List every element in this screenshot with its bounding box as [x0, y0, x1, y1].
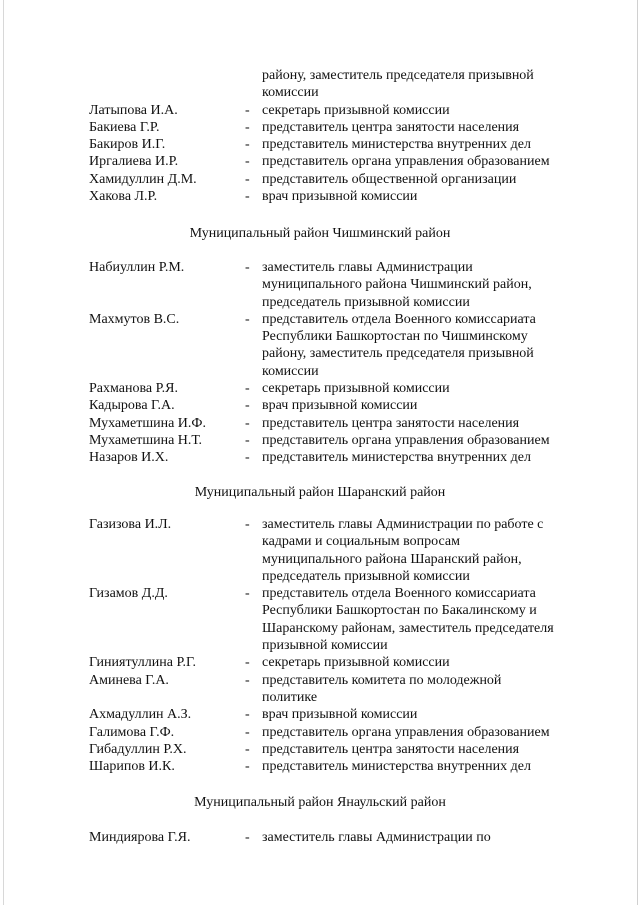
member-name: Аминева Г.А. — [89, 672, 169, 688]
member-name: Миндиярова Г.Я. — [89, 830, 191, 845]
member-name: Гибадуллин Р.Х. — [89, 741, 187, 757]
member-row — [0, 432, 640, 449]
member-name: Хамидуллин Д.М. — [89, 171, 197, 187]
member-role-line: председатель призывной комиссии — [262, 294, 470, 310]
member-name: Хакова Л.Р. — [89, 189, 158, 205]
member-role-line: председатель призывной комиссии — [262, 568, 470, 584]
dash: - — [245, 655, 250, 671]
member-name: Галимова Г.Ф. — [89, 724, 175, 740]
member-role: заместитель главы Администрации по — [262, 830, 491, 845]
member-role: заместитель главы Администрации — [262, 260, 473, 275]
member-role: представитель комитета по молодежной — [262, 672, 502, 688]
dash: - — [245, 154, 250, 170]
member-row — [0, 449, 640, 466]
member-role: представитель министерства внутренних дел — [262, 759, 531, 775]
member-row — [0, 516, 640, 533]
member-role: врач призывной комиссии — [262, 398, 418, 414]
member-name: Гиниятуллина Р.Г. — [89, 655, 197, 671]
member-name: Кадырова Г.А. — [89, 398, 175, 414]
continuation-line: комиссии — [262, 85, 319, 101]
member-role: представитель министерства внутренних дел — [262, 450, 531, 466]
member-role: представитель центра занятости населения — [262, 415, 520, 431]
dash: - — [245, 707, 250, 723]
member-row — [0, 188, 640, 205]
member-row — [0, 171, 640, 188]
member-name: Иргалиева И.Р. — [89, 154, 179, 170]
member-row — [0, 311, 640, 328]
member-row — [0, 119, 640, 136]
member-row — [0, 706, 640, 723]
member-role: представитель органа управления образованием — [262, 154, 550, 170]
section-heading-chishminsky: Муниципальный район Чишминский район — [189, 226, 451, 241]
member-role-line: Республики Башкортостан по Чишминскому — [262, 329, 528, 345]
member-role-line: Республики Башкортостан по Бакалинскому и — [262, 603, 537, 619]
member-role-line: призывной комиссии — [262, 638, 388, 654]
dash: - — [245, 398, 250, 414]
section-heading-yanaulsky: Муниципальный район Янаульский район — [194, 795, 446, 810]
section-previous-district — [0, 67, 640, 205]
member-name: Рахманова Р.Я. — [89, 381, 178, 397]
member-role-line: муниципального района Шаранский район, — [262, 551, 522, 567]
member-name: Латыпова И.А. — [89, 102, 178, 118]
dash: - — [245, 381, 250, 397]
member-role-line: Шаранскому районам, заместитель председателя — [262, 620, 554, 636]
section-heading-sharansky: Муниципальный район Шаранский район — [194, 485, 446, 500]
member-name: Набиуллин Р.М. — [89, 260, 185, 275]
member-role: представитель общественной организации — [262, 171, 517, 187]
dash: - — [245, 260, 250, 275]
member-row — [0, 380, 640, 397]
dash: - — [245, 759, 250, 775]
member-row — [0, 259, 640, 276]
member-row — [0, 829, 640, 846]
member-name: Гизамов Д.Д. — [89, 586, 168, 602]
member-role: секретарь призывной комиссии — [262, 102, 450, 118]
member-role-line: политике — [262, 689, 318, 705]
member-role: заместитель главы Администрации по работе с — [262, 517, 544, 532]
member-row — [0, 102, 640, 119]
member-row — [0, 153, 640, 170]
member-row — [0, 724, 640, 741]
member-name: Газизова И.Л. — [89, 517, 172, 532]
member-role: врач призывной комиссии — [262, 707, 418, 723]
dash: - — [245, 102, 250, 118]
member-row — [0, 397, 640, 414]
member-name: Махмутов В.С. — [89, 311, 180, 327]
member-row — [0, 741, 640, 758]
member-role: врач призывной комиссии — [262, 189, 418, 205]
member-row — [0, 585, 640, 602]
member-role: представитель центра занятости населения — [262, 119, 520, 135]
member-role: секретарь призывной комиссии — [262, 381, 450, 397]
member-name: Ахмадуллин А.З. — [89, 707, 192, 723]
section-chishminsky — [0, 259, 640, 467]
dash: - — [245, 137, 250, 153]
member-role: представитель органа управления образованием — [262, 432, 550, 448]
member-role-line: комиссии — [262, 363, 319, 379]
member-name: Бакиева Г.Р. — [89, 119, 160, 135]
member-row — [0, 654, 640, 671]
member-row — [0, 672, 640, 689]
member-name: Шарипов И.К. — [89, 759, 175, 775]
member-role: секретарь призывной комиссии — [262, 655, 450, 671]
member-name: Мухаметшина Н.Т. — [89, 432, 203, 448]
dash: - — [245, 415, 250, 431]
dash: - — [245, 171, 250, 187]
dash: - — [245, 119, 250, 135]
member-role: представитель отдела Военного комиссариата — [262, 586, 536, 602]
dash: - — [245, 311, 250, 327]
dash: - — [245, 189, 250, 205]
member-role-line: муниципального района Чишминский район, — [262, 277, 532, 293]
member-role: представитель центра занятости населения — [262, 741, 520, 757]
member-role: представитель отдела Военного комиссариата — [262, 311, 536, 327]
dash: - — [245, 741, 250, 757]
member-role-line: району, заместитель председателя призывной — [262, 346, 534, 362]
continuation-line: району, заместитель председателя призывной — [262, 68, 534, 83]
section-sharansky — [0, 516, 640, 775]
dash: - — [245, 586, 250, 602]
dash: - — [245, 517, 250, 532]
member-name: Мухаметшина И.Ф. — [89, 415, 206, 431]
member-role: представитель министерства внутренних дел — [262, 137, 531, 153]
member-role-line: кадрами и социальным вопросам — [262, 534, 460, 550]
dash: - — [245, 450, 250, 466]
member-row — [0, 136, 640, 153]
member-name: Бакиров И.Г. — [89, 137, 166, 153]
dash: - — [245, 830, 250, 845]
section-yanaulsky — [0, 829, 640, 846]
dash: - — [245, 672, 250, 688]
dash: - — [245, 432, 250, 448]
member-row — [0, 758, 640, 775]
member-role: представитель органа управления образованием — [262, 724, 550, 740]
dash: - — [245, 724, 250, 740]
member-row — [0, 415, 640, 432]
member-name: Назаров И.Х. — [89, 450, 169, 466]
